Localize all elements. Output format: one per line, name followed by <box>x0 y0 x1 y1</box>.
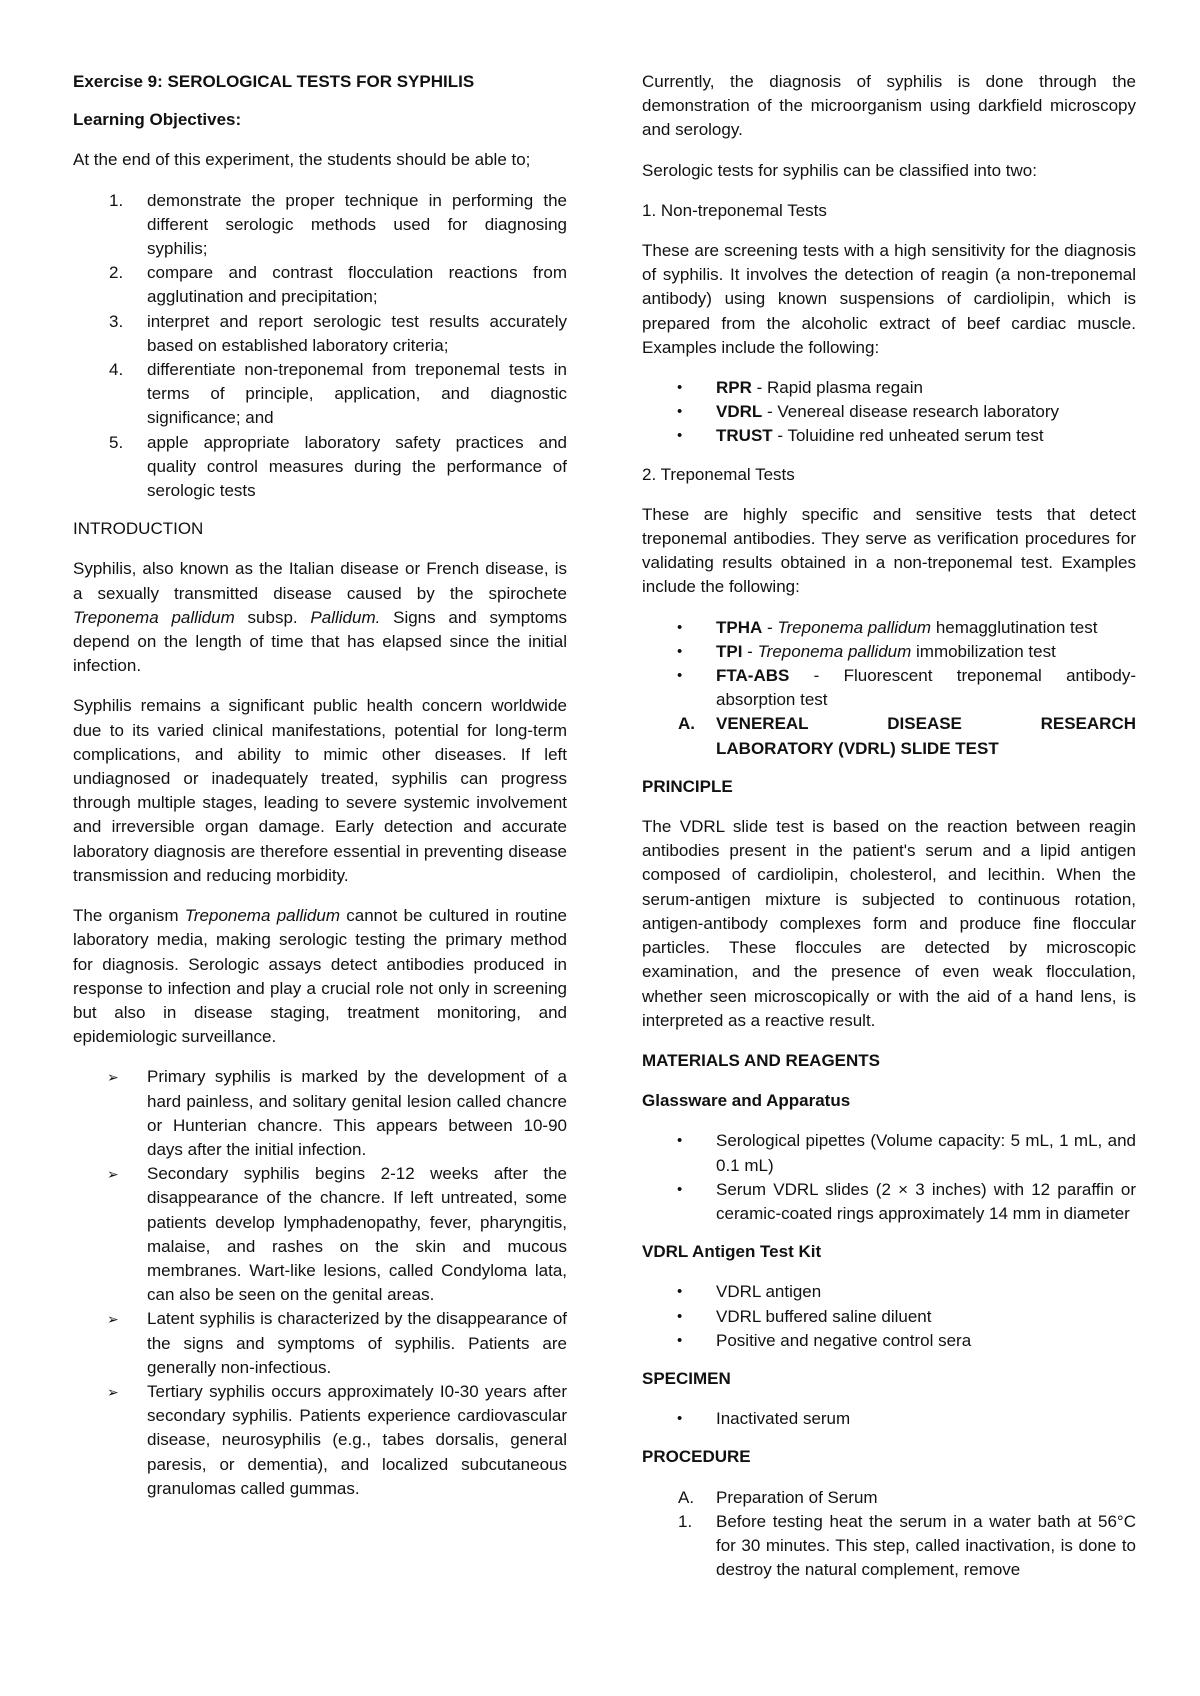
list-item: • RPR - Rapid plasma regain <box>642 376 1136 400</box>
diagnosis-paragraph: Currently, the diagnosis of syphilis is done through the demonstration of the microorganism using darkfield microscopy and serology. <box>642 72 1136 140</box>
stages-list <box>73 1065 567 1501</box>
glassware-list <box>642 1129 1136 1226</box>
list-item: • TPHA - Treponema pallidum hemagglutination test <box>642 616 1136 640</box>
bullet-icon: • <box>677 642 683 660</box>
arrow-bullet-icon: ➢ <box>107 1166 119 1183</box>
specimen-heading: SPECIMEN <box>642 1368 731 1388</box>
treponemal-paragraph: These are highly specific and sensitive tests that detect treponemal antibodies. They serve as verification procedures for validating results obtained in a non-treponemal test. Examples include the following: <box>642 504 1136 597</box>
kit-list <box>642 1280 1136 1353</box>
classification-paragraph: Serologic tests for syphilis can be classified into two: <box>642 160 1037 180</box>
intro-paragraph-2: Syphilis remains a significant public health concern worldwide due to its varied clinical manifestations, potential for long-term complications, and ability to mimic other diseases. If left undiagnosed or inadequately treated, syphilis can progress through multiple stages, leading to severe systemic involvement and irreversible organ damage. Early detection and accurate laboratory diagnosis are therefore essential in preventing disease transmission and reducing morbidity. <box>73 696 567 885</box>
bullet-icon: • <box>677 667 683 685</box>
list-item: • VDRL - Venereal disease research laboratory <box>642 400 1136 424</box>
list-item: 5. apple appropriate laboratory safety practices and quality control measures during the performance of serologic tests <box>109 432 567 501</box>
list-item: • Serological pipettes (Volume capacity: 5 mL, 1 mL, and 0.1 mL) <box>677 1131 1136 1175</box>
arrow-bullet-icon: ➢ <box>107 1069 119 1086</box>
left-column <box>73 70 567 1515</box>
arrow-bullet-icon: ➢ <box>107 1311 119 1328</box>
list-item: • Serum VDRL slides (2 × 3 inches) with 12 paraffin or ceramic-coated rings approximately 14 mm in diameter <box>677 1179 1136 1223</box>
list-item: • Inactivated serum <box>642 1407 1136 1431</box>
list-item: 1. Before testing heat the serum in a water bath at 56°C for 30 minutes. This step, called inactivation, is done to destroy the natural complement, remove <box>678 1511 1136 1580</box>
section-a-heading: A. VENEREAL DISEASE RESEARCH LABORATORY (VDRL) SLIDE TEST <box>678 714 1136 758</box>
bullet-icon: • <box>677 427 683 445</box>
bullet-icon: • <box>677 1180 683 1198</box>
intro-paragraph-3: The organism Treponema pallidum cannot be cultured in routine laboratory media, making serologic testing the primary method for diagnosis. Serologic assays detect antibodies produced in response to infection and play a crucial role not only in screening but also in disease staging, treatment monitoring, and epidemiologic surveillance. <box>73 906 567 1047</box>
list-item: ➢ Latent syphilis is characterized by the disappearance of the signs and symptoms of syphilis. Patients are generally non-infectious. <box>107 1309 567 1377</box>
introduction-heading: INTRODUCTION <box>73 519 204 539</box>
list-item: ➢ Primary syphilis is marked by the development of a hard painless, and solitary genital lesion called chancre or Hunterian chancre. This appears between 10-90 days after the initial infection. <box>107 1067 567 1159</box>
list-item: ➢ Tertiary syphilis occurs approximately I0-30 years after secondary syphilis. Patients experience cardiovascular disease, neurosyphilis (e.g., tabes dorsalis, general paresis, or dementia), and localized subcutaneous granulomas called gummas. <box>107 1381 567 1498</box>
list-item: ➢ Secondary syphilis begins 2-12 weeks after the disappearance of the chancre. If left untreated, some patients develop lymphadenopathy, fever, pharyngitis, malaise, and rashes on the skin and mucous membranes. Wart-like lesions, called Condyloma lata, can also be seen on the genital areas. <box>107 1164 567 1305</box>
treponemal-list <box>642 616 1136 713</box>
bullet-icon: • <box>677 403 683 421</box>
arrow-bullet-icon: ➢ <box>107 1383 119 1400</box>
procedure-heading: PROCEDURE <box>642 1447 751 1467</box>
bullet-icon: • <box>677 1132 683 1150</box>
bullet-icon: • <box>677 618 683 636</box>
list-item: • TPI - Treponema pallidum immobilization test <box>642 640 1136 664</box>
list-item: • VDRL antigen <box>642 1280 1136 1304</box>
non-treponemal-heading: 1. Non-treponemal Tests <box>642 200 827 220</box>
specimen-list <box>642 1407 1136 1431</box>
bullet-icon: • <box>677 1410 683 1428</box>
treponemal-heading: 2. Treponemal Tests <box>642 464 795 484</box>
objectives-heading: Learning Objectives: <box>73 110 242 130</box>
objectives-list <box>73 189 567 504</box>
list-item: • VDRL buffered saline diluent <box>642 1305 1136 1329</box>
bullet-icon: • <box>677 379 683 397</box>
exercise-title: Exercise 9: SEROLOGICAL TESTS FOR SYPHILIS <box>73 72 475 91</box>
bullet-icon: • <box>677 1307 683 1325</box>
intro-paragraph-1: Syphilis, also known as the Italian disease or French disease, is a sexually transmitted disease caused by the spirochete Treponema pallidum subsp. Pallidum. Signs and symptoms depend on the length of time that has elapsed since the initial infection. <box>73 559 567 676</box>
principle-heading: PRINCIPLE <box>642 776 733 796</box>
right-column <box>642 70 1136 1596</box>
list-item: • FTA-ABS - Fluorescent treponemal antibody-absorption test <box>677 666 1137 710</box>
principle-paragraph: The VDRL slide test is based on the reaction between reagin antibodies present in the patient's serum and a lipid antigen composed of cardiolipin, cholesterol, and lecithin. When the serum-antigen mixture is subjected to continuous rotation, antigen-antibody complexes form and produce fine floccular particles. These floccules are detected by microscopic examination, and the presence of even weak flocculation, whether seen microscopically or with the aid of a hand lens, is interpreted as a reactive result. <box>642 817 1136 1030</box>
list-item: 3. interpret and report serologic test results accurately based on established laboratory criteria; <box>109 311 567 355</box>
non-treponemal-paragraph: These are screening tests with a high sensitivity for the diagnosis of syphilis. It involves the detection of reagin (a non-treponemal antibody) using known suspensions of cardiolipin, which is prepared from the alcoholic extract of beef cardiac muscle. Examples include the following: <box>642 241 1136 357</box>
list-item: • TRUST - Toluidine red unheated serum test <box>642 424 1136 448</box>
list-item: • Positive and negative control sera <box>642 1329 1136 1353</box>
kit-heading: VDRL Antigen Test Kit <box>642 1242 822 1262</box>
non-treponemal-list <box>642 376 1136 449</box>
materials-heading: MATERIALS AND REAGENTS <box>642 1050 880 1070</box>
procedure-list <box>642 1486 1136 1583</box>
list-item: 4. differentiate non-treponemal from treponemal tests in terms of principle, application, and diagnostic significance; and <box>109 360 567 428</box>
list-item: A. Preparation of Serum <box>678 1487 878 1507</box>
objectives-intro: At the end of this experiment, the students should be able to; <box>73 150 531 170</box>
bullet-icon: • <box>677 1283 683 1301</box>
list-item: 2. compare and contrast flocculation reactions from agglutination and precipitation; <box>109 263 567 307</box>
list-item: 1. demonstrate the proper technique in performing the different serologic methods used for diagnosing syphilis; <box>109 190 567 259</box>
bullet-icon: • <box>677 1331 683 1349</box>
glassware-heading: Glassware and Apparatus <box>642 1091 851 1111</box>
